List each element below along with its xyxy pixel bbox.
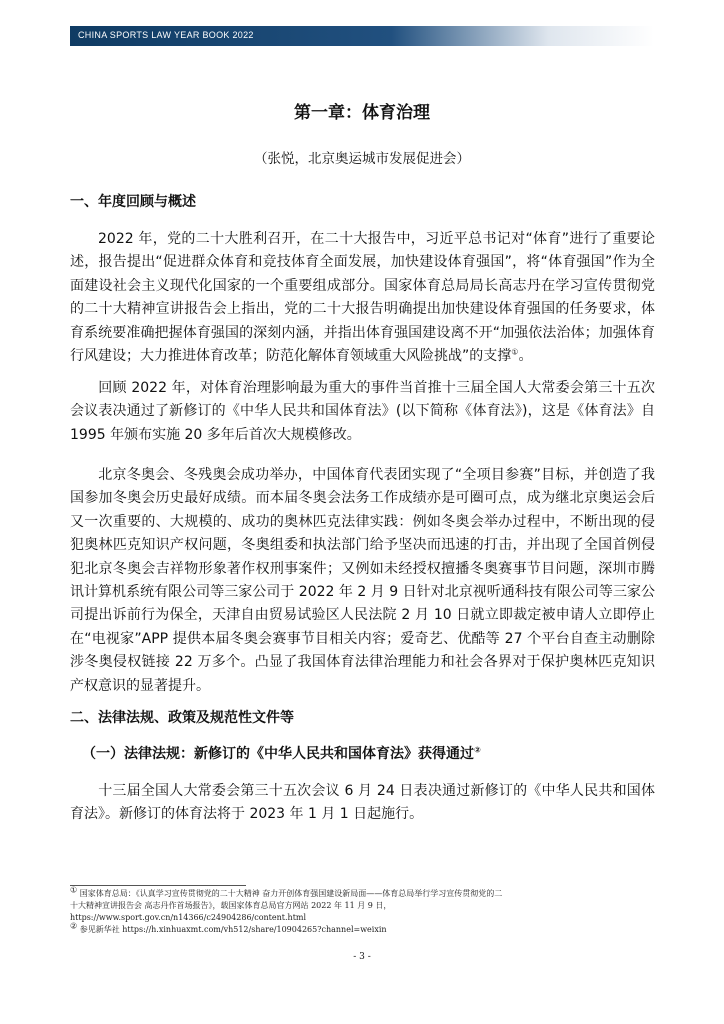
paragraph-1: 2022 年，党的二十大胜利召开，在二十大报告中，习近平总书记对“体育”进行了重要论述，报告提出“促进群众体育和竞技体育全面发展，加快建设体育强国”，将“体育强国”作为全面建设社会主义现代化国家的一个重要组成部分。国家体育总局局长高志丹在学习宣传贯彻党的二十大精神宣讲报告会上指出，党的二十大报告明确提出加快建设体育强国的任务要求，体育系统要准确把握体育强国的深刻内涵，并指出体育强国建设离不开“加强依法治体；加强体育行风建设；大力推进体育改革；防范化解体育领域重大风险挑战”的支撑①。 <box>70 231 655 365</box>
section-heading-1: 一、年度回顾与概述 <box>70 194 196 210</box>
footnote-ref-1[interactable]: ① <box>511 347 519 357</box>
chapter-title: 第一章：体育治理 <box>294 103 430 123</box>
paragraph-2 <box>70 377 655 447</box>
footnotes: ① 国家体育总局：《认真学习宣传贯彻党的二十大精神 奋力开创体育强国建设新局面——体育总局举行学习宣传贯彻党的二 十大精神宣讲报告会 高志丹作首场报告》，载国家体育总局官方网站 2022 年 11 月 9 日， https://www.sport.gov.cn/n14366/c24904286/content.html ② 参见新华社 https://h.xinhuaxmt.com/vh512/share/10904265?channel=weixin <box>70 888 660 936</box>
footnote-1: ① 国家体育总局：《认真学习宣传贯彻党的二十大精神 奋力开创体育强国建设新局面——体育总局举行学习宣传贯彻党的二 <box>70 885 503 898</box>
paragraph-4 <box>70 780 655 827</box>
paragraph-3 <box>70 464 655 698</box>
footnote-ref-2[interactable]: ② <box>474 745 481 755</box>
running-header-band <box>70 26 654 46</box>
section-heading-2: 二、法律法规、政策及规范性文件等 <box>70 710 294 726</box>
running-header-title: CHINA SPORTS LAW YEAR BOOK 2022 <box>78 30 254 40</box>
footnote-divider <box>70 885 246 886</box>
paragraph-3-text: 北京冬奥会、冬残奥会成功举办，中国体育代表团实现了“全项目参赛”目标，并创造了我国参加冬奥会历史最好成绩。而本届冬奥会法务工作成绩亦是可圈可点，成为继北京奥运会后又一次重要的、大规模的、成功的奥林匹克法律实践：例如冬奥会举办过程中，不断出现的侵犯奥林匹克知识产权问题，冬奥组委和执法部门给予坚决而迅速的打击，并出现了全国首例侵犯北京冬奥会吉祥物形象著作权刑事案件；又例如未经授权擅播冬奥赛事节目问题，深圳市腾讯计算机系统有限公司等三家公司于 2022 年 2 月 9 日针对北京视听通科技有限公司等三家公司提出诉前行为保全，天津自由贸易试验区人民法院 2 月 10 日就立即裁定被申请人立即停止在“电视家”APP 提供本届冬奥会赛事节目相关内容；爱奇艺、优酷等 27 个平台自查主动删除涉冬奥侵权链接 22 万多个。凸显了我国体育法律治理能力和社会各界对于保护奥林匹克知识产权意识的显著提升。 <box>70 467 655 694</box>
paragraph-4-text: 十三届全国人大常委会第三十五次会议 6 月 24 日表决通过新修订的《中华人民共和国体育法》。新修订的体育法将于 2023 年 1 月 1 日起施行。 <box>70 783 655 823</box>
paragraph-1-text: 2022 年，党的二十大胜利召开，在二十大报告中，习近平总书记对“体育”进行了重要论述，报告提出“促进群众体育和竞技体育全面发展，加快建设体育强国”，将“体育强国”作为全面建设社会主义现代化国家的一个重要组成部分。国家体育总局局长高志丹在学习宣传贯彻党的二十大精神宣讲报告会上指出，党的二十大报告明确提出加快建设体育强国的任务要求，体育系统要准确把握体育强国的深刻内涵，并指出体育强国建设离不开“加强依法治体；加强体育行风建设；大力推进体育改革；防范化解体育领域重大风险挑战”的支撑 <box>70 231 655 365</box>
page-number: - 3 - <box>353 952 371 962</box>
footnote-2: ② 参见新华社 https://h.xinhuaxmt.com/vh512/share/10904265?channel=weixin <box>70 921 387 934</box>
author-line: （张悦，北京奥运城市发展促进会） <box>254 151 470 167</box>
subsection-heading: （一）法律法规：新修订的《中华人民共和国体育法》获得通过② <box>82 745 481 762</box>
footnote-1-link[interactable]: https://www.sport.gov.cn/n14366/c24904286/content.html <box>70 913 307 922</box>
paragraph-2-text: 回顾 2022 年，对体育治理影响最为重大的事件当首推十三届全国人大常委会第三十五次会议表决通过了新修订的《中华人民共和国体育法》(以下简称《体育法》)，这是《体育法》自 1995 年颁布实施 20 多年后首次大规模修改。 <box>70 380 655 443</box>
